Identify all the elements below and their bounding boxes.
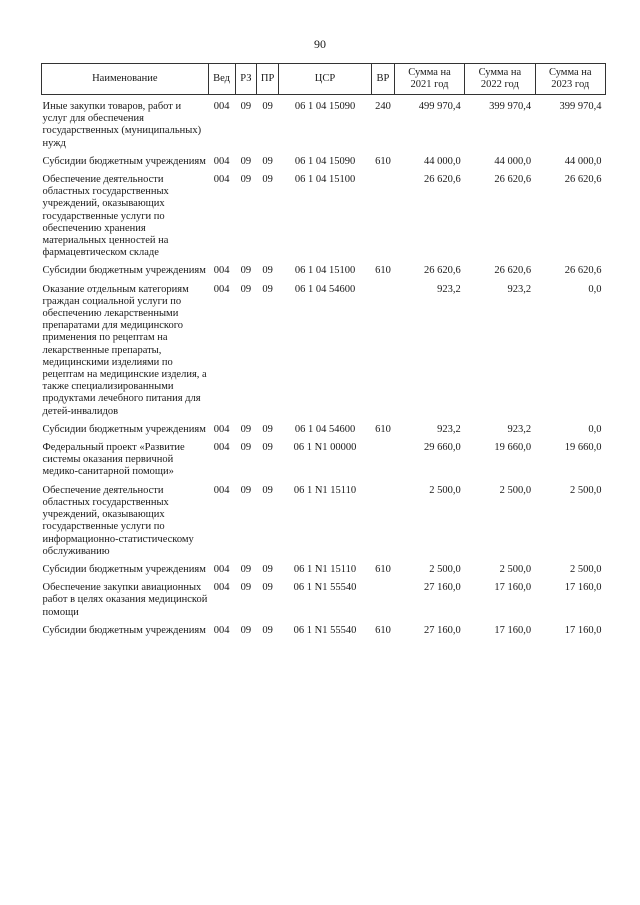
- row-name: Субсидии бюджетным учреждениям: [42, 155, 206, 167]
- table-row: [42, 442, 606, 485]
- row-rz: 09: [240, 283, 252, 295]
- row-sum-2021: 27 160,0: [423, 582, 461, 594]
- row-ved: 004: [213, 283, 230, 295]
- row-sum-2023: 399 970,4: [559, 101, 602, 112]
- row-csr: 06 1 04 54600: [294, 283, 356, 295]
- row-vr: 610: [375, 563, 391, 575]
- row-csr: 06 1 N1 00000: [293, 442, 357, 454]
- row-sum-2022: 399 970,4: [489, 101, 532, 112]
- row-csr: 06 1 04 15100: [294, 174, 356, 186]
- table-row: [42, 485, 606, 564]
- row-pr: 09: [262, 624, 273, 636]
- row-vr: [372, 174, 395, 265]
- row-sum-2022: 19 660,0: [494, 442, 532, 454]
- row-sum-2022: 17 160,0: [494, 624, 532, 636]
- row-sum-2021: 499 970,4: [418, 101, 461, 112]
- row-pr: 09: [262, 101, 273, 112]
- row-csr: 06 1 N1 15110: [293, 563, 357, 575]
- row-sum-2021: 2 500,0: [429, 484, 461, 496]
- budget-table: [41, 63, 606, 643]
- row-sum-2023: 19 660,0: [564, 442, 602, 454]
- row-vr: 240: [375, 101, 391, 112]
- page-number: 90: [314, 37, 326, 51]
- table-row: [42, 284, 606, 424]
- table-row: [42, 95, 606, 156]
- table-row: [42, 265, 606, 283]
- row-csr: 06 1 N1 55540: [293, 582, 357, 594]
- row-csr: 06 1 N1 15110: [293, 484, 357, 496]
- row-name: Субсидии бюджетным учреждениям: [42, 563, 206, 575]
- row-pr: 09: [262, 563, 273, 575]
- row-ved: 004: [213, 155, 230, 167]
- row-vr: 610: [375, 155, 391, 167]
- row-sum-2021: 29 660,0: [423, 442, 461, 454]
- row-name: Субсидии бюджетным учреждениям: [42, 624, 206, 636]
- row-sum-2022: 17 160,0: [494, 582, 532, 594]
- table-row: [42, 582, 606, 625]
- row-rz: 09: [240, 563, 252, 575]
- row-csr: 06 1 N1 55540: [293, 624, 357, 636]
- row-sum-2022: 923,2: [507, 283, 532, 295]
- row-vr: [372, 485, 395, 564]
- row-sum-2023: 44 000,0: [564, 155, 602, 167]
- row-pr: 09: [262, 265, 273, 277]
- row-sum-2023: 2 500,0: [570, 563, 602, 575]
- row-vr: [372, 284, 395, 424]
- row-rz: 09: [240, 484, 252, 496]
- row-ved: 004: [213, 563, 230, 575]
- table-row: [42, 174, 606, 265]
- row-sum-2021: 26 620,6: [423, 265, 461, 277]
- row-rz: 09: [240, 155, 252, 167]
- table-row: [42, 424, 606, 442]
- row-vr: [372, 442, 395, 485]
- row-name: Иные закупки товаров, работ и услуг для обеспечения государственных (муниципальных) нужд: [42, 101, 202, 149]
- row-vr: 610: [375, 265, 391, 277]
- row-sum-2021: 27 160,0: [423, 624, 461, 636]
- row-ved: 004: [213, 484, 230, 496]
- table-row: [42, 156, 606, 174]
- row-sum-2021: 923,2: [437, 423, 461, 435]
- header-vr: ВР: [372, 64, 395, 95]
- header-csr: ЦСР: [278, 64, 371, 95]
- row-sum-2023: 2 500,0: [570, 484, 602, 496]
- row-sum-2022: 923,2: [507, 423, 532, 435]
- row-sum-2022: 26 620,6: [494, 265, 532, 277]
- row-ved: 004: [213, 423, 230, 435]
- row-pr: 09: [262, 582, 273, 594]
- header-sum-2022: Сумма на 2022 год: [465, 64, 535, 95]
- row-vr: 610: [375, 423, 391, 435]
- row-rz: 09: [240, 624, 252, 636]
- header-sum-2021: Сумма на 2021 год: [394, 64, 464, 95]
- row-pr: 09: [262, 442, 273, 454]
- table-row: [42, 564, 606, 582]
- row-sum-2021: 923,2: [437, 283, 461, 295]
- header-rz: РЗ: [235, 64, 257, 95]
- row-ved: 004: [213, 442, 230, 454]
- row-pr: 09: [262, 155, 273, 167]
- row-sum-2021: 2 500,0: [429, 563, 461, 575]
- row-sum-2022: 2 500,0: [499, 563, 532, 575]
- row-sum-2021: 44 000,0: [423, 155, 461, 167]
- row-pr: 09: [262, 283, 273, 295]
- row-rz: 09: [240, 423, 252, 435]
- row-csr: 06 1 04 15090: [294, 155, 356, 167]
- row-sum-2023: 17 160,0: [564, 582, 602, 594]
- row-ved: 004: [213, 624, 230, 636]
- row-name: Субсидии бюджетным учреждениям: [42, 265, 206, 277]
- row-pr: 09: [262, 484, 273, 496]
- row-csr: 06 1 04 54600: [294, 423, 356, 435]
- row-sum-2023: 26 620,6: [564, 174, 602, 186]
- row-rz: 09: [240, 265, 252, 277]
- row-rz: 09: [240, 582, 252, 594]
- row-csr: 06 1 04 15100: [294, 265, 356, 277]
- row-sum-2021: 26 620,6: [423, 174, 461, 186]
- row-sum-2023: 17 160,0: [564, 624, 602, 636]
- row-sum-2022: 26 620,6: [494, 174, 532, 186]
- row-sum-2023: 0,0: [588, 283, 602, 295]
- row-ved: 004: [213, 174, 230, 186]
- row-sum-2023: 0,0: [588, 423, 602, 435]
- row-name: Обеспечение деятельности областных государственных учреждений, оказывающих государственные услуги по обеспечению хранения материальных ценностей на фармацевтическом складе: [42, 174, 169, 259]
- table-row: [42, 625, 606, 643]
- row-rz: 09: [240, 101, 252, 112]
- row-sum-2023: 26 620,6: [564, 265, 602, 277]
- row-rz: 09: [240, 174, 252, 186]
- row-name: Федеральный проект «Развитие системы оказания первичной медико-санитарной помощи»: [42, 442, 185, 478]
- row-rz: 09: [240, 442, 252, 454]
- row-ved: 004: [213, 582, 230, 594]
- row-name: Обеспечение деятельности областных государственных учреждений, оказывающих государственные услуги по информационно-статистическому обслуживанию: [42, 484, 194, 557]
- row-sum-2022: 2 500,0: [499, 484, 532, 496]
- row-vr: [372, 582, 395, 625]
- row-pr: 09: [262, 423, 273, 435]
- row-name: Оказание отдельным категориям граждан социальной услуги по обеспечению лекарственными препаратами для медицинского применения по рецептам на лекарственные препараты, медицинскими изделиями по рецептам на медицинские изделия, а также специализированными продуктами лечебного питания для детей-инвалидов: [42, 283, 207, 417]
- row-ved: 004: [213, 265, 230, 277]
- row-csr: 06 1 04 15090: [294, 101, 356, 112]
- row-name: Субсидии бюджетным учреждениям: [42, 423, 206, 435]
- table-header-row: [42, 64, 606, 95]
- row-pr: 09: [262, 174, 273, 186]
- header-name: Наименование: [42, 64, 209, 95]
- row-ved: 004: [213, 101, 230, 112]
- row-sum-2022: 44 000,0: [494, 155, 532, 167]
- header-ved: Вед: [208, 64, 235, 95]
- header-sum-2023: Сумма на 2023 год: [535, 64, 605, 95]
- header-pr: ПР: [257, 64, 279, 95]
- row-name: Обеспечение закупки авиационных работ в целях оказания медицинской помощи: [42, 582, 208, 618]
- row-vr: 610: [375, 624, 391, 636]
